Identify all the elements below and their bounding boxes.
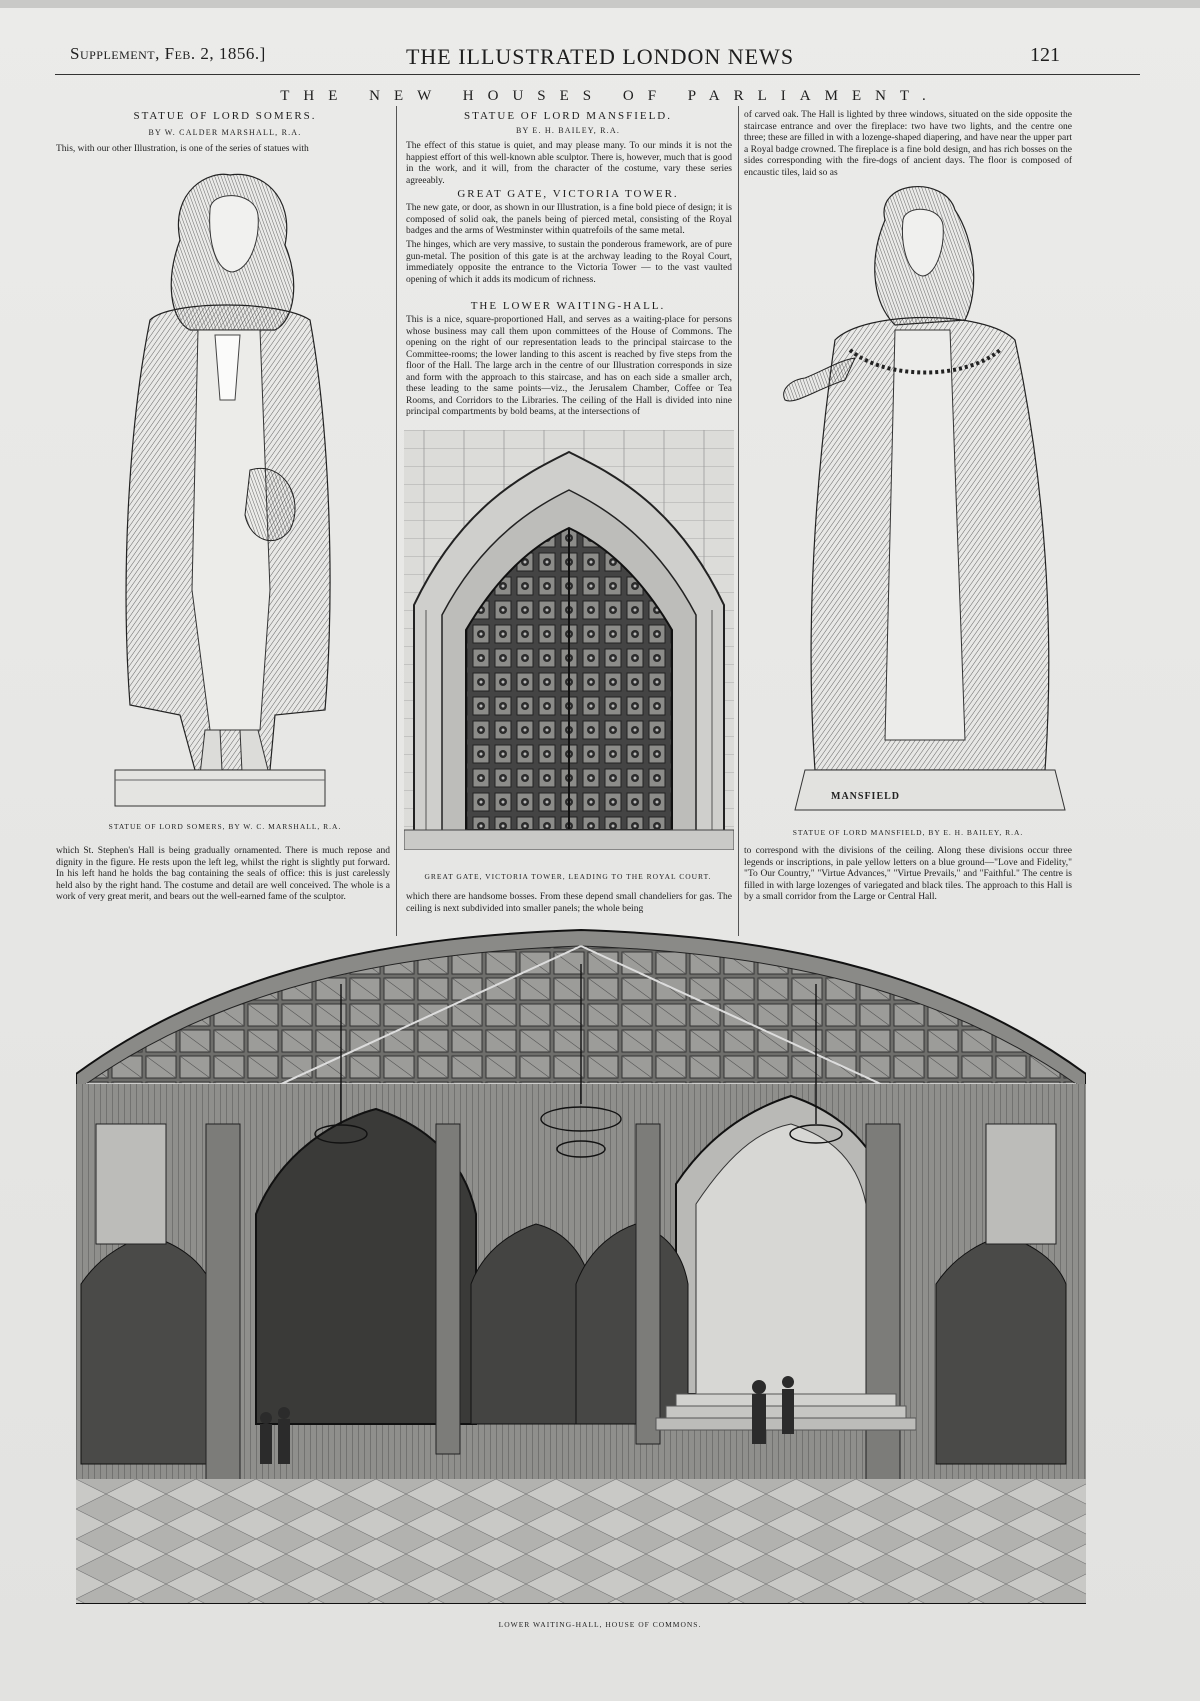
gate-paragraph-2: The hinges, which are very massive, to sustain the ponderous framework, are of pure gun-metal. The position of this gate is at the archway leading to the Royal Court, immediately opposite the entrance to the Victoria Tower — to the vast vaulted opening of which it adds its modicum of richness. <box>406 240 732 285</box>
waiting-hall-paragraph: This is a nice, square-proportioned Hall, and serves as a waiting-place for persons whose business may call them upon committees of the House of Commons. The opening on the right of our representation leads to the principal staircase to the Committee-rooms; the lower landing to this ascent is reached by five steps from the floor of the Hall. The large arch in the centre of our Illustration corresponds in size and form with the approach to this staircase, and has on each side a smaller arch, these leading to the same points—viz., the Jerusalem Chamber, Coffee or Tea Rooms, and Corridors to the Libraries. The ceiling of the Hall is divided into nine principal compartments by bold beams, at the intersections of <box>406 315 732 417</box>
somers-statue-illustration <box>110 170 350 810</box>
great-gate-illustration <box>404 430 734 850</box>
column-rule-right <box>738 106 739 936</box>
mansfield-byline: BY E. H. BAILEY, R.A. <box>515 126 621 135</box>
somers-byline: BY W. CALDER MARSHALL, R.A. <box>148 128 302 137</box>
waiting-hall-caption: LOWER WAITING-HALL, HOUSE OF COMMONS. <box>498 1620 702 1629</box>
mansfield-statue-illustration <box>775 180 1075 820</box>
column-rule-left <box>396 106 397 936</box>
somers-body: which St. Stephen's Hall is being gradually ornamented. There is much repose and dignity in the figure. He rests upon the left leg, whilst the right is slightly put forward. In his left hand he holds the bag containing the seals of office: this is just carelessly held also by the right hand. The costume and detail are well conceived. The whole is a work of very great merit, and bears out the well-earned fame of the sculptor. <box>56 846 390 902</box>
gate-caption: GREAT GATE, VICTORIA TOWER, LEADING TO THE ROYAL COURT. <box>424 872 712 881</box>
page-top-edge <box>0 0 1200 8</box>
somers-caption: STATUE OF LORD SOMERS, BY W. C. MARSHALL, R.A. <box>108 822 342 831</box>
gate-heading: GREAT GATE, VICTORIA TOWER. <box>457 188 679 200</box>
lower-waiting-hall-illustration <box>76 924 1086 1604</box>
issue-date: Supplement, Feb. 2, 1856.] <box>70 44 266 63</box>
masthead-rule <box>55 74 1140 75</box>
waiting-hall-continued: of carved oak. The Hall is lighted by three windows, situated on the side opposite the staircase entrance and over the fireplace: two have two lights, and the centre one three; these are filled in with a lozenge-shaped diapering, and have near the upper part a Royal badge crowned. The fireplace is a fine bold design, and has rich bosses on the sides corresponding with the fire-dogs of ancient days. The floor is composed of encaustic tiles, laid so as <box>744 110 1072 178</box>
gate-body: which there are handsome bosses. From these depend small chandeliers for gas. The ceiling is next subdivided into smaller panels; the whole being <box>406 892 732 914</box>
gate-paragraph-1: The new gate, or door, as shown in our Illustration, is a fine bold piece of design; it is composed of solid oak, the panels being of pierced metal, consisting of the Royal badges and the arms of Westminster within quatrefoils of the same metal. <box>406 203 732 236</box>
mansfield-plinth-inscription: MANSFIELD <box>828 790 903 803</box>
somers-heading: STATUE OF LORD SOMERS. <box>133 110 317 122</box>
mansfield-paragraph: The effect of this statue is quiet, and may please many. To our minds it is not the happiest effort of this well-known able sculptor. There is, however, much that is good in the work, and it will, from the character of the costume, vary these series agreeably. <box>406 141 732 186</box>
mansfield-heading: STATUE OF LORD MANSFIELD. <box>463 110 673 122</box>
waiting-hall-heading: THE LOWER WAITING-HALL. <box>470 300 666 312</box>
mansfield-body: to correspond with the divisions of the ceiling. Along these divisions occur three legends or inscriptions, in pale yellow letters on a blue ground—"Love and Fidelity," "To Our Country," "Virtue Advances," "Virtue Prevails," and "Faithful." The centre is filled in with large lozenges of variegated and black tiles. The approach to this Hall is by a small corridor from the Large or Central Hall. <box>744 846 1072 902</box>
mansfield-caption: STATUE OF LORD MANSFIELD, BY E. H. BAILEY, R.A. <box>792 828 1024 837</box>
somers-intro: This, with our other Illustration, is one of the series of statues with <box>56 144 309 154</box>
masthead-title: THE ILLUSTRATED LONDON NEWS <box>405 44 795 69</box>
page-number: 121 <box>1030 44 1060 66</box>
section-title: THE NEW HOUSES OF PARLIAMENT. <box>280 88 940 104</box>
